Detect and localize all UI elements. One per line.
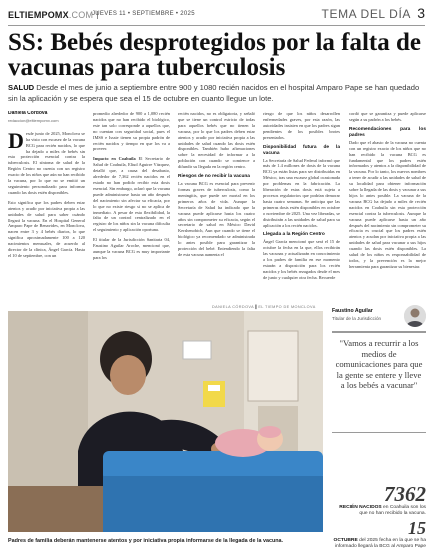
quote-top-rule	[332, 331, 426, 333]
section-title: TEMA DEL DÍA	[321, 7, 411, 21]
stat-date-desc: del 2025 fecha en la que se ha informado llegará la BCG al Amparo Pape	[334, 538, 426, 550]
stat-date-number: 15	[408, 518, 426, 538]
byline-name: Daniela Cordova	[8, 111, 48, 116]
stat-date-text	[332, 538, 426, 551]
article-photo[interactable]	[8, 311, 323, 532]
article-column-5	[349, 111, 426, 309]
article-body	[8, 111, 426, 309]
sidebar	[332, 305, 426, 555]
subhead: Llegada a la Región Centro	[263, 232, 325, 238]
stat-newborns-desc: en Coahuila son los que no han recibido la vacuna.	[359, 505, 426, 517]
paragraph: El titular de la Jurisdicción Sanitaria 04, Faustino Aguilar Aroche, mencionó que, aunque la vacuna BCG es muy importante para los	[93, 237, 170, 260]
article-column-1	[8, 111, 85, 309]
quote-bottom-rule	[332, 432, 426, 433]
page-header	[8, 4, 425, 26]
paragraph-text: El Secretario de Salud de Coahuila, Eliud Aguirre Vázquez, detalló que, a causa del desabasto, alrededor de 7,362 recién nacidos en el estado no han podido recibir esta dosis esencial. Sin embargo, aclaró que la vacuna puede administrarse hasta un año después del nacimiento sin afectar su eficacia, por lo que no existe riesgo si no se aplica de inmediato. A pesar de esta flexibilidad, la falta de un control centralizado en el registro de los niños sin la vacuna dificulta el seguimiento y aplicación oportuna.	[93, 156, 170, 233]
page-number: 3	[417, 5, 425, 21]
deck-lead: SALUD	[8, 83, 35, 92]
avatar	[404, 305, 426, 327]
brand-logo[interactable]	[8, 10, 102, 20]
paragraph: Esto significa que los padres deben estar atentos y acudir por iniciativa propia a las unidades de salud para saber cuándo llegará la vacuna. En el Hospital General Amparo Pape de Benavides, en Monclova, nacen entre 3 y 4 bebés diarios, lo que significa aproximadamente 100 a 120 nacimientos mensuales, de acuerdo al director de la clínica, Ángel García. Hasta el 10 de septiembre, con un	[8, 199, 85, 258]
deck-text: Desde el mes de junio a septiembre entre 900 y 1080 recién nacidos en el hospital Amparo Pape se han quedado sin la aplicación y se espera que sea el 15 de octubre en cuanto llegue un lote.	[8, 83, 420, 103]
quote-author-name: Faustino Aguilar	[332, 308, 373, 314]
paragraph: Dado que el abasto de la vacuna no cuenta con un registro exacto de los niños que no han recibido la vacuna BCG es fundamental que los padres estén informados y atentos a la disponibilidad de la vacuna. Por lo tanto, los nuevos nombres a tener de acudir a las unidades de salud de su localidad para obtener información sobre la llegada de las dosis y vacunar a sus hijos lo antes posible. La vacuna de la vacuna BCG ha dejado a miles de recién nacidos en Coahuila sin esta protección esencial contra la tuberculosis. Aunque la vacuna puede aplicarse hasta un año después del nacimiento sin comprometer su eficacia es crucial que los padres estén atentos y acudan por iniciativa propia a las unidades de salud para vacunar a sus hijos cuando las dosis estén disponibles. La salud de los niños es responsabilidad de todos, y la prevención es la mejor herramienta para garantizar su bienestar.	[349, 139, 426, 269]
stat-newborns-lead: RECIÉN NACIDOS	[339, 505, 382, 510]
photo-credit: DANIELA CÓRDOVA ▌EL TIEMPO DE MONCLOVA	[212, 305, 316, 309]
article-column-3	[178, 111, 255, 309]
subhead: Riesgos de no recibir la vacuna	[178, 174, 250, 180]
brand-main: ELTIEMPOMX	[8, 10, 69, 20]
paragraph: La vacuna BCG es esencial para prevenir formas graves de tuberculosis, como la meningitis, que puede ser mortal en los primeros años de vida. Aunque la Secretaría de Salud ha indicado que la vacuna puede aplicarse hasta los cuatro años sin comprometer su eficacia, según el secretario de salud en México David Kershenobich, Aun que cuando se tiene el biológico ya recomendado se administrada lo antes posible para garantizar la protección del bebé. Entendiendo la falta de esta vacuna aumenta el	[178, 181, 255, 257]
brand-domain: .COM	[68, 10, 94, 20]
paragraph: recién nacidos, no es obligatoria, y señaló que se tiene un control estricto de todas para aquellos bebés que no tienen la vacuna, por lo que los padres deben estar atentos y acudir por iniciativa propia a las unidades de salud cuando las dosis estén disponibles. También hubo afirmaciones sobre la necesidad de informar a la población con cuando se comience a difundir su llegada en la región centro.	[178, 111, 255, 170]
stat-newborns-text	[332, 505, 426, 518]
subhead-inline: Impacto en Coahuila	[93, 156, 136, 162]
byline-email[interactable]: redaccion@eltiempomx.com	[8, 117, 59, 123]
issue-date: JUEVES 11 • SEPTIEMBRE • 2025	[92, 11, 195, 17]
headline: SS: Bebés desprotegidos por la falta de vacunas para tuberculosis	[8, 29, 422, 81]
stat-newborns-number: 7362	[384, 482, 426, 506]
subhead: Recomendaciones para los padres	[349, 126, 426, 138]
paragraph-text: esde junio de 2025, Monclova se ha visto con escasez de la vacuna BCG para recién nacidos, lo que ha dejado a miles de bebés sin esta protección esencial contra la tuberculosis. El síntoma de salud de la Región Centro no cuenta con un registro exacto de los niños que aún no han recibido la vacuna, por lo que no se emitió un seguimiento personalizado para informar cuando las dosis estén disponibles.	[8, 130, 85, 195]
quote-author-role: Titular de la Jurisdicción	[332, 316, 382, 321]
drop-cap: D	[8, 127, 24, 153]
article-column-4	[263, 111, 340, 309]
subhead: Disponibilidad futura de la vacuna	[263, 144, 340, 156]
paragraph	[8, 127, 85, 196]
clinic-scene	[8, 311, 323, 532]
paragraph	[93, 156, 170, 233]
person-icon	[404, 305, 426, 327]
deck	[8, 82, 426, 104]
photo-caption: Padres de familia deberán mantenerse atentos y por iniciativa propia informarse de la llegada de la vacuna.	[8, 538, 284, 544]
paragraph: riesgo de que los niños desarrollen enfermedades graves, por esta razón, las autoridades insisten en que los padres sigan pendientes de los posibles brotes presentados.	[263, 111, 340, 140]
pull-quote: "Vamos a recurrir a los medios de comunicaciones para que la gente se entere y lleve a los bebés a vacunar"	[335, 338, 423, 390]
paragraph: La Secretaría de Salud Federal informó que más de 1.4 millones de dosis de la vacuna BCG ya están listas para ser distribuidas en México, tras una escasez global ocasionada por problemas en la fabricación. La liberación de estas dosis está sujeta a procesos regulatorios que podrían demorar hasta cuatro semanas. Se anticipa que las primeras dosis estén disponibles en octubre o noviembre de 2025. Una vez liberadas, se distribuirán a las unidades de salud para su aplicación a los recién nacidos.	[263, 157, 340, 228]
paragraph: Ángel García mencionó que será el 15 de octubre la fecha en la que, ellos recibirán las vacunas y actualizarán en conocimiento a los padres de familia en ese momento estarán a disposición para los recién nacidos y los bebés rezagados desde el mes de junio y cualquier otra fecha. Recuerde	[263, 239, 340, 280]
paragraph: promedio alrededor de 900 a 1,080 recién nacidos que no han recibido el biológico, este tan solo corresponde a aquellos que, no cuentan con seguridad social, pues el IMSS e Issste tienen su propia padrón de recién nacidos y tiempo en que los va a proveer.	[93, 111, 170, 152]
paragraph: cordó que se garantiza y puede aplicarse según a su padrón a los bebés.	[349, 111, 426, 122]
stat-date-lead: OCTUBRE	[333, 538, 358, 543]
article-column-2	[93, 111, 170, 309]
